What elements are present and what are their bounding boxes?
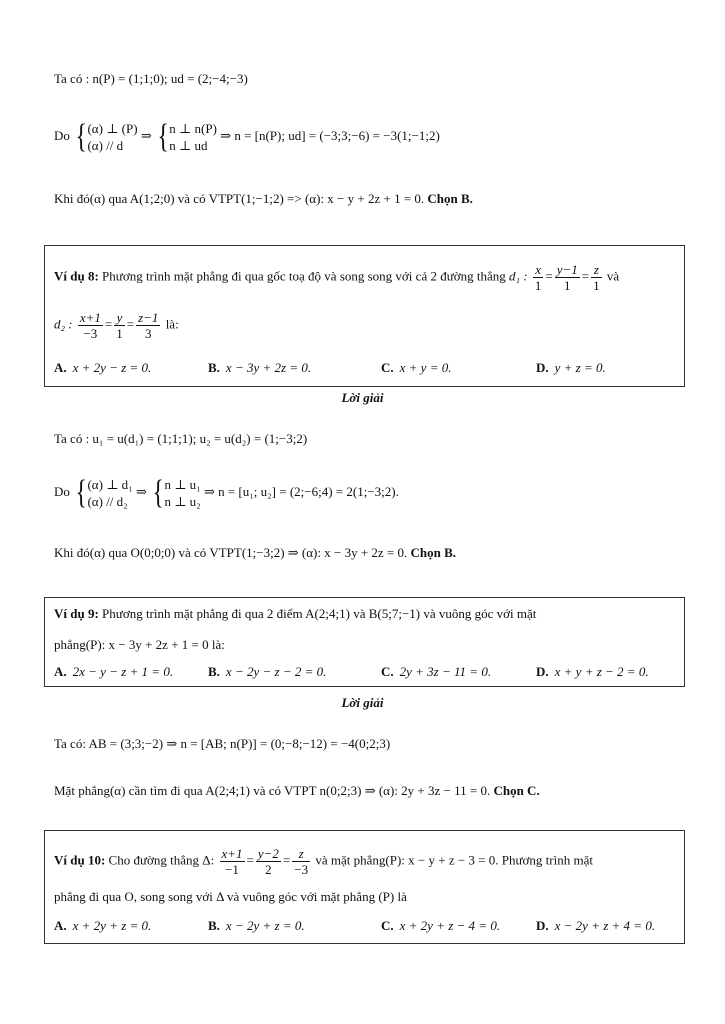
example-10-question-line-1: Ví dụ 10: Cho đường thẳng Δ: $\frac{x+1}{-1}$ = $\frac{y-2}{2}$ = $\frac{z}{-3}$ và mặt phẳng(P): x − y + z − 3 = 0. Phương trình mặt: [54, 846, 593, 877]
conjunction: và: [606, 268, 620, 284]
do-label: Do: [54, 127, 70, 143]
do-label: Do: [54, 483, 70, 499]
option-b[interactable]: B. x − 2y + z = 0.: [208, 918, 305, 933]
implies-symbol: ⇒: [140, 127, 152, 143]
option-d[interactable]: D. x − 2y + z + 4 = 0.: [536, 918, 656, 933]
example-10-question-line-2: phẳng đi qua O, song song với Δ và vuông góc với mặt phẳng (P) là: [54, 889, 407, 904]
conclusion-text: Khi đó(α) qua O(0;0;0) và có VTPT(1;−3;2) ⇒ (α): x − 3y + 2z = 0.: [54, 545, 408, 560]
solution-conclusion: [54, 190, 473, 208]
option-a[interactable]: A. 2x − y − z + 1 = 0.: [54, 664, 174, 679]
solution-header: Lời giải: [341, 695, 384, 710]
question-text-continued: và mặt phẳng(P): x − y + z − 3 = 0. Phương trình mặt: [315, 852, 593, 868]
option-b[interactable]: B. x − 2y − z − 2 = 0.: [208, 664, 327, 679]
example-8-question-line-2: d₂ : $\frac{x+1}{-3}$ = $\frac{y}{1}$ = $\frac{z-1}{3}$ là:: [54, 310, 179, 341]
solution-8-conclusion: [54, 544, 456, 562]
left-brace: {: [152, 474, 164, 511]
fraction: $\frac{y-2}{2}$: [257, 846, 279, 877]
left-brace: {: [157, 118, 169, 155]
example-9-question-line-1: [54, 605, 536, 623]
left-brace: {: [75, 474, 88, 511]
answer-choice: Chọn C.: [493, 783, 540, 798]
fraction: $\frac{z}{-3}$: [294, 846, 309, 877]
option-a[interactable]: A. x + 2y − z = 0.: [54, 360, 152, 375]
question-suffix: là:: [165, 316, 179, 332]
perpendicular-conditions: n ⊥ u₁ n ⊥ u₂: [164, 477, 201, 509]
system-conditions: (α) ⊥ (P) (α) // d: [87, 121, 138, 153]
implies-symbol: ⇒: [135, 483, 147, 499]
solution-system-1: [54, 120, 440, 154]
option-d[interactable]: D. x + y + z − 2 = 0.: [536, 664, 649, 679]
normal-vector-result: ⇒ n = [n(P); ud] = (−3;3;−6) = −3(1;−1;2): [220, 127, 440, 143]
fraction: $\frac{x}{1}$: [534, 262, 542, 293]
perpendicular-conditions: n ⊥ n(P) n ⊥ ud: [169, 121, 217, 153]
solution-8-line-1: Ta có : u₁ = u(d₁) = (1;1;1); u₂ = u(d₂) = (1;−3;2): [54, 431, 308, 446]
option-b[interactable]: B. x − 3y + 2z = 0.: [208, 360, 312, 375]
option-c[interactable]: C. 2y + 3z − 11 = 0.: [381, 664, 492, 679]
fraction: $\frac{y}{1}$: [116, 310, 123, 341]
example-label: Ví dụ 8:: [54, 268, 99, 284]
question-text: Cho đường thẳng Δ:: [108, 852, 215, 868]
option-c[interactable]: C. x + 2y + z − 4 = 0.: [381, 918, 501, 933]
option-a[interactable]: A. x + 2y + z = 0.: [54, 918, 152, 933]
question-text: Phương trình mặt phẳng đi qua gốc toạ độ và song song với cả 2 đường thẳng: [102, 268, 506, 284]
line-d1-label: d₁ :: [509, 268, 528, 284]
left-brace: {: [75, 118, 88, 155]
example-label: Ví dụ 9:: [54, 606, 99, 621]
example-9-question-line-2: phẳng(P): x − 3y + 2z + 1 = 0 là:: [54, 637, 225, 652]
system-conditions: (α) ⊥ d₁ (α) // d₂: [87, 477, 133, 509]
answer-choice: Chọn B.: [427, 191, 473, 206]
solution-9-line-1: Ta có: AB = (3;3;−2) ⇒ n = [AB; n(P)] = (0;−8;−12) = −4(0;2;3): [54, 736, 391, 751]
fraction: $\frac{x+1}{-3}$: [79, 310, 101, 341]
option-d[interactable]: D. y + z = 0.: [536, 360, 606, 375]
question-text: Phương trình mặt phẳng đi qua 2 điểm A(2;4;1) và B(5;7;−1) và vuông góc với mặt: [102, 606, 537, 621]
fraction: $\frac{z-1}{3}$: [138, 310, 159, 341]
answer-choice: Chọn B.: [410, 545, 457, 560]
solution-8-system: [54, 476, 399, 510]
conclusion-text: Khi đó(α) qua A(1;2;0) và có VTPT(1;−1;2) => (α): x − y + 2z + 1 = 0.: [54, 191, 425, 206]
normal-vector-result: ⇒ n = [u₁; u₂] = (2;−6;4) = 2(1;−3;2).: [203, 483, 399, 499]
solution-header: Lời giải: [341, 390, 384, 405]
fraction: $\frac{x+1}{-1}$: [221, 846, 243, 877]
line-d2-label: d₂ :: [54, 316, 73, 332]
option-c[interactable]: C. x + y = 0.: [381, 360, 452, 375]
conclusion-text: Mặt phẳng(α) cần tìm đi qua A(2;4;1) và có VTPT n(0;2;3) ⇒ (α): 2y + 3z − 11 = 0.: [54, 783, 491, 798]
fraction: $\frac{z}{1}$: [593, 262, 600, 293]
example-label: Ví dụ 10:: [54, 852, 106, 868]
fraction: $\frac{y-1}{1}$: [556, 262, 578, 293]
solution-line-1: Ta có : n(P) = (1;1;0); ud = (2;−4;−3): [54, 71, 248, 86]
solution-9-line-2: [54, 782, 540, 800]
example-8-question-line-1: Ví dụ 8: Phương trình mặt phẳng đi qua gốc toạ độ và song song với cả 2 đường thẳng d₁ : $\frac{x}{1}$ = $\frac{y-1}{1}$ = $\frac{z}{1}$ và: [54, 262, 620, 293]
